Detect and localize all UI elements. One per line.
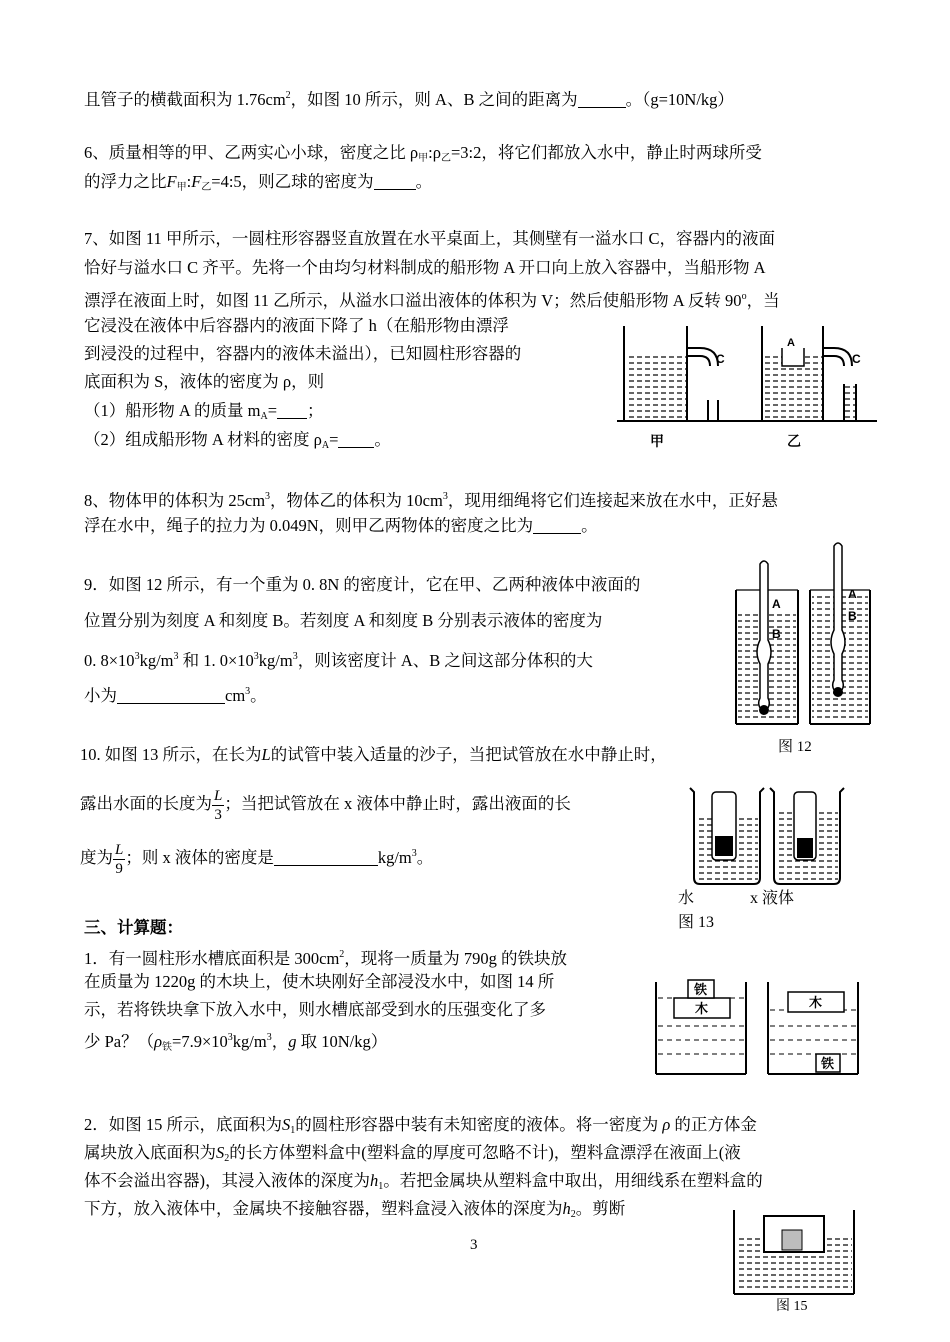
var-f: F	[191, 172, 202, 191]
q10-line-3	[80, 830, 433, 882]
label-a: A	[848, 587, 857, 601]
text: 浮在水中，绳子的拉力为 0.049N，则甲乙两物体的密度之比为	[84, 516, 534, 535]
subscript: 2	[570, 1209, 576, 1220]
subscript: A	[260, 411, 268, 422]
text: 取 10N/kg）	[296, 1032, 388, 1051]
q7-line-6: 底面积为 S，液体的密度为 ρ，则	[84, 372, 325, 391]
text: 。（g=10N/kg）	[625, 90, 734, 109]
text: 的圆柱形容器中装有未知密度的液体。将一密度为	[295, 1115, 663, 1134]
text: ，现用细绳将它们连接起来放在水中，正好悬	[447, 491, 778, 510]
text: ，则该密度计 A、B 之间这部分体积的大	[297, 651, 593, 670]
text: :ρ	[428, 143, 441, 162]
text: 度为	[80, 848, 113, 867]
var-s: S	[216, 1143, 225, 1162]
superscript: 3	[265, 491, 271, 502]
var-l: L	[261, 745, 271, 764]
c1-line-3: 示，若将铁块拿下放入水中，则水槽底部受到水的压强变化了多	[84, 1000, 546, 1019]
text: 0. 8×10	[84, 651, 135, 670]
text: ，如图 10 所示，则 A、B 之间的距离为	[290, 90, 578, 109]
label-b: B	[848, 609, 857, 623]
text: kg/m	[232, 1032, 267, 1051]
c2-line-3	[84, 1169, 763, 1199]
q9-line-3	[84, 645, 593, 673]
subscript: 乙	[440, 153, 451, 164]
superscript: 3	[173, 651, 179, 662]
answer-blank	[117, 685, 225, 704]
superscript: o	[741, 291, 747, 302]
superscript: 2	[285, 90, 291, 101]
figure-13-label-water: 水	[678, 890, 695, 907]
figure-14	[650, 974, 865, 1080]
label-b: B	[772, 627, 781, 641]
text: ；则 x 液体的密度是	[125, 848, 274, 867]
text: :	[186, 172, 192, 191]
text: 和 1. 0×10	[178, 651, 254, 670]
text: 小为	[84, 686, 117, 705]
superscript: 3	[411, 848, 417, 859]
text: 漂浮在液面上时，如图 11 乙所示，从溢水口溢出液体的体积为 V；然后使船形物 A 反转 90	[84, 291, 742, 310]
label-iron: 铁	[694, 982, 708, 997]
q8-line-2	[84, 514, 598, 538]
c1-line-2: 在质量为 1220g 的木块上，使木块刚好全部浸没水中，如图 14 所	[84, 972, 555, 991]
superscript: 3	[266, 1032, 272, 1043]
c1-line-1	[84, 943, 567, 971]
q9-line-1: 9．如图 12 所示，有一个重为 0. 8N 的密度计，它在甲、乙两种液体中液面的	[84, 575, 641, 594]
text: 。	[416, 848, 434, 867]
label-a: A	[787, 337, 795, 349]
text: 。	[581, 516, 598, 535]
var-g: g	[288, 1032, 297, 1051]
text: 2．如图 15 所示，底面积为	[84, 1115, 282, 1134]
figure-11	[612, 318, 882, 458]
superscript: 3	[253, 651, 259, 662]
figure-15-caption: 图 15	[776, 1299, 808, 1314]
section-heading: 三、计算题：	[84, 918, 183, 937]
text: （2）组成船形物 A 材料的密度 ρ	[84, 430, 322, 449]
text: 且管子的横截面积为 1.76cm	[84, 90, 286, 109]
subscript: 铁	[162, 1042, 173, 1053]
subscript: 1	[290, 1125, 296, 1136]
q8-line-1	[84, 485, 778, 513]
text: =4:5，则乙球的密度为	[211, 172, 374, 191]
figure-12	[728, 540, 878, 735]
q6-line-2	[84, 170, 432, 200]
label-wood: 木	[695, 1001, 709, 1016]
text: 。	[415, 172, 433, 191]
text: 。	[374, 430, 391, 449]
fraction-l-over-9	[113, 841, 125, 878]
text: 10. 如图 13 所示，在长为	[80, 745, 262, 764]
text: ；当把试管放在 x 液体中静止时，露出液面的长	[224, 794, 571, 813]
text: ；	[307, 401, 324, 420]
text: cm	[225, 686, 246, 705]
text: 。	[250, 686, 267, 705]
text: =	[329, 430, 339, 449]
c2-line-2	[84, 1141, 741, 1171]
var-rho: ρ	[662, 1115, 671, 1134]
text: =	[267, 401, 278, 420]
text: 的浮力之比	[84, 172, 167, 191]
q7-line-7	[84, 399, 324, 429]
var-f: F	[166, 172, 177, 191]
text: 的长方体塑料盒中(塑料盒的厚度可忽略不计)，塑料盒漂浮在液面上(液	[229, 1143, 741, 1162]
var-rho: ρ	[154, 1032, 163, 1051]
var-h: h	[370, 1171, 379, 1190]
q7-line-1: 7、如图 11 甲所示，一圆柱形容器竖直放置在水平桌面上，其侧壁有一溢水口 C，容器内的液面	[84, 229, 776, 248]
text: 下方，放入液体中，金属块不接触容器，塑料盒浸入液体的深度为	[84, 1199, 563, 1218]
q7-line-8	[84, 428, 391, 458]
c2-line-4	[84, 1197, 625, 1227]
answer-blank	[578, 89, 626, 108]
figure-13	[682, 780, 862, 890]
text: 体不会溢出容器)，其浸入液体的深度为	[84, 1171, 370, 1190]
figure-13-caption: 图 13	[678, 914, 715, 931]
var-s: S	[282, 1115, 291, 1134]
text: kg/m	[377, 848, 412, 867]
text: ，	[271, 1032, 289, 1051]
figure-12-caption: 图 12	[778, 739, 812, 755]
text: 8、物体甲的体积为 25cm	[84, 491, 266, 510]
figure-13-label-x: x 液体	[750, 890, 795, 907]
label-wood: 木	[809, 995, 823, 1010]
superscript: 2	[339, 949, 345, 960]
q9-line-2: 位置分别为刻度 A 和刻度 B。若刻度 A 和刻度 B 分别表示液体的密度为	[84, 611, 603, 630]
q10-line-1	[80, 743, 667, 767]
answer-blank	[338, 429, 374, 448]
denominator: 3	[214, 806, 222, 823]
text: 属块放入底面积为	[84, 1143, 216, 1162]
superscript: 3	[442, 491, 448, 502]
q7-line-2: 恰好与溢水口 C 齐平。先将一个由均匀材料制成的船形物 A 开口向上放入容器中，当船形物 A	[84, 258, 766, 277]
label-c: C	[716, 352, 725, 366]
subscript: 2	[224, 1153, 230, 1164]
text: ，当	[746, 291, 780, 310]
caption-jia: 甲	[650, 433, 664, 449]
text: 1．有一圆柱形水槽底面积是 300cm	[84, 949, 340, 968]
text: 的试管中装入适量的沙子，当把试管放在水中静止时，	[270, 745, 667, 764]
text: =3:2，将它们都放入水中，静止时两球所受	[450, 143, 762, 162]
caption-yi: 乙	[787, 433, 801, 449]
text: （1）船形物 A 的质量 m	[84, 401, 261, 420]
answer-blank	[533, 515, 581, 534]
text: 。剪断	[575, 1199, 626, 1218]
answer-blank	[374, 171, 416, 190]
var-h: h	[562, 1199, 571, 1218]
page-number: 3	[470, 1237, 478, 1253]
superscript: 3	[227, 1032, 233, 1043]
q5-line-1	[84, 84, 734, 112]
fraction-l-over-3	[212, 787, 224, 824]
text: kg/m	[258, 651, 293, 670]
text: 6、质量相等的甲、乙两实心小球，密度之比 ρ	[84, 143, 419, 162]
subscript: A	[321, 440, 330, 451]
q9-line-4	[84, 680, 267, 708]
q7-line-3	[84, 285, 780, 313]
q7-line-4: 它浸没在液体中后容器内的液面下降了 h（在船形物由漂浮	[84, 316, 509, 335]
answer-blank	[277, 400, 307, 419]
q7-line-5: 到浸没的过程中，容器内的液体未溢出），已知圆柱形容器的	[84, 344, 522, 363]
text: 。若把金属块从塑料盒中取出，用细线系在塑料盒的	[383, 1171, 763, 1190]
subscript: 甲	[176, 182, 187, 193]
label-a: A	[772, 597, 781, 611]
figure-15	[730, 1206, 860, 1298]
denominator: 9	[115, 860, 123, 877]
q6-line-1	[84, 141, 762, 171]
label-c: C	[852, 352, 861, 366]
label-iron: 铁	[821, 1056, 835, 1071]
text: =7.9×10	[172, 1032, 228, 1051]
superscript: 3	[245, 686, 251, 697]
text: 露出水面的长度为	[80, 794, 212, 813]
subscript: 1	[378, 1181, 384, 1192]
text: ，现将一质量为 790g 的铁块放	[344, 949, 568, 968]
text: ，物体乙的体积为 10cm	[270, 491, 443, 510]
numerator: L	[115, 841, 124, 858]
superscript: 3	[134, 651, 140, 662]
c1-line-4	[84, 1026, 387, 1060]
subscript: 乙	[201, 182, 212, 193]
text: 的正方体金	[670, 1115, 757, 1134]
text: kg/m	[139, 651, 174, 670]
q10-line-2	[80, 780, 571, 828]
answer-blank	[274, 847, 378, 866]
superscript: 3	[292, 651, 298, 662]
numerator: L	[214, 787, 223, 804]
subscript: 甲	[418, 153, 429, 164]
c2-line-1	[84, 1113, 757, 1143]
text: 少 Pa？（	[84, 1032, 155, 1051]
